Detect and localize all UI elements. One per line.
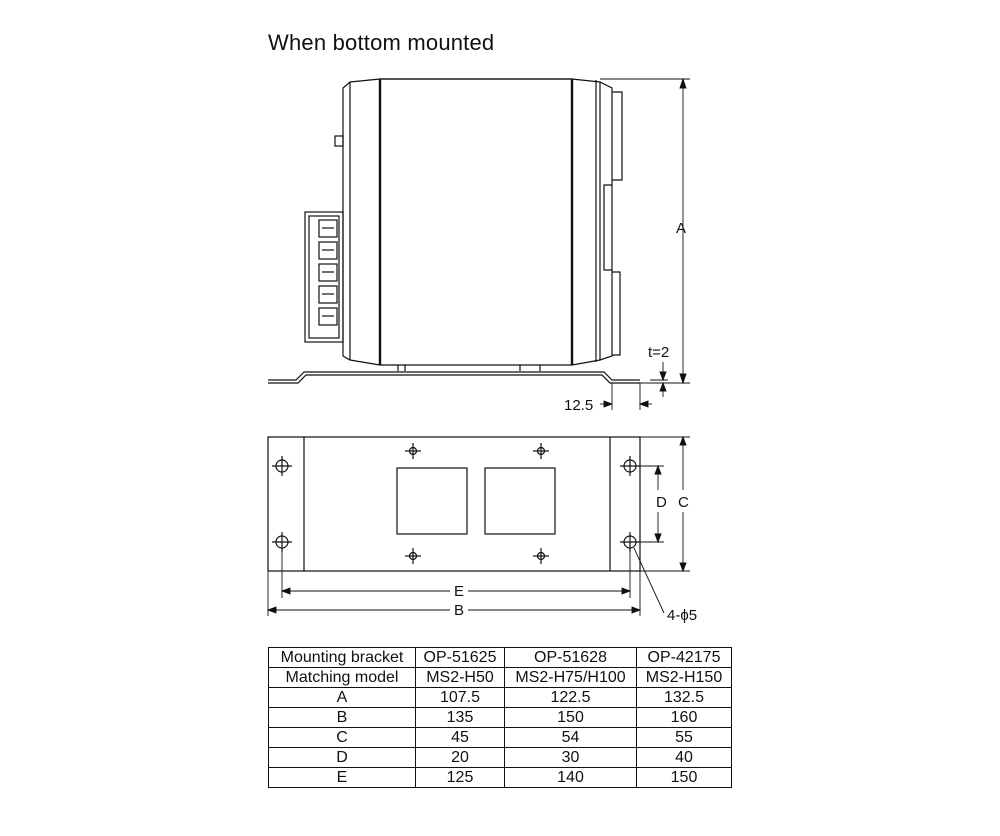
table-row-label: A xyxy=(269,688,416,708)
table-cell: 55 xyxy=(637,728,732,748)
table-header-cell: Matching model xyxy=(269,668,416,688)
table-cell: 150 xyxy=(505,708,637,728)
table-cell: MS2-H50 xyxy=(416,668,505,688)
table-cell: 122.5 xyxy=(505,688,637,708)
table-cell: 135 xyxy=(416,708,505,728)
table-row xyxy=(269,768,732,788)
table-cell: 132.5 xyxy=(637,688,732,708)
hole-leader xyxy=(634,548,664,613)
table-row-label: E xyxy=(269,768,416,788)
table-cell: 40 xyxy=(637,748,732,768)
table-cell: MS2-H75/H100 xyxy=(505,668,637,688)
table-row-bracket xyxy=(269,648,732,668)
table-row-label: C xyxy=(269,728,416,748)
table-cell: 107.5 xyxy=(416,688,505,708)
table-cell: MS2-H150 xyxy=(637,668,732,688)
table-header-cell: Mounting bracket xyxy=(269,648,416,668)
label-offset: 12.5 xyxy=(564,397,594,414)
table-row xyxy=(269,708,732,728)
table-cell: OP-51625 xyxy=(416,648,505,668)
table-cell: 45 xyxy=(416,728,505,748)
table-row-label: D xyxy=(269,748,416,768)
unit-screw-holes xyxy=(405,443,549,564)
table-row xyxy=(269,728,732,748)
table-cell: 160 xyxy=(637,708,732,728)
diagram-title: When bottom mounted xyxy=(268,30,495,55)
table-cell: 20 xyxy=(416,748,505,768)
table-cell: 150 xyxy=(637,768,732,788)
label-a: A xyxy=(676,220,687,237)
table-row-label: B xyxy=(269,708,416,728)
table-row xyxy=(269,688,732,708)
label-c: C xyxy=(678,494,689,511)
table-cell: 125 xyxy=(416,768,505,788)
table-cell: 30 xyxy=(505,748,637,768)
label-holes: 4-ϕ5 xyxy=(667,607,698,624)
table-cell: 140 xyxy=(505,768,637,788)
label-e: E xyxy=(454,583,465,600)
table-cell: OP-42175 xyxy=(637,648,732,668)
table-cell: OP-51628 xyxy=(505,648,637,668)
label-t: t=2 xyxy=(648,344,670,361)
table-row xyxy=(269,748,732,768)
table-row-model xyxy=(269,668,732,688)
bracket-plate xyxy=(268,437,640,571)
label-d: D xyxy=(656,494,667,511)
table-cell: 54 xyxy=(505,728,637,748)
mount-holes xyxy=(272,456,640,552)
label-b: B xyxy=(454,602,465,619)
dimension-table xyxy=(268,647,732,788)
